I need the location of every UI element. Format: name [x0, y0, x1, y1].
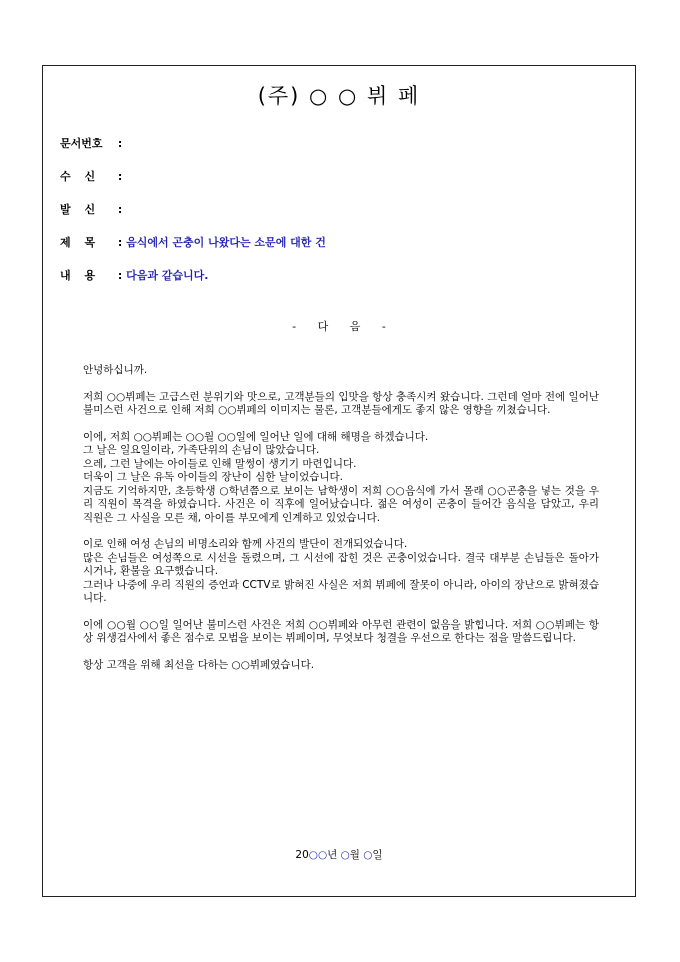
field-label: 수 신	[60, 170, 96, 183]
date-year-prefix: 20	[295, 849, 309, 861]
letter-body	[83, 364, 599, 685]
field-doc-number: 문서번호 :	[60, 137, 123, 150]
date-year-unit: 년	[327, 849, 341, 861]
body-line: 이에, 저희 ○○뷔페는 ○○월 ○○일에 일어난 일에 대해 해명을 하겠습니다.	[83, 430, 429, 443]
body-line: 지금도 기억하지만, 초등학생 ○학년쯤으로 보이는 남학생이 저희 ○○음식에 가서 몰래 ○○곤충을 넣는 것을 우리 직원이 목격을 하였습니다. 사건은 이 직후에 일어났습니다. 젊은 여성이 곤충이 들어간 음식을 담았고, 우리 직원은 그 사실을 모른 채, 아이를 부모에게 인계하고 있었습니다.	[83, 484, 599, 524]
issue-date	[43, 847, 635, 862]
date-month-unit: 월	[349, 849, 364, 861]
body-line: 그 날은 일요일이라, 가족단위의 손님이 많았습니다.	[83, 444, 320, 456]
body-line: 그러나 나중에 우리 직원의 증언과 CCTV로 밝혀진 사실은 저희 뷔페에 잘못이 아니라, 아이의 장난으로 밝혀졌습니다.	[83, 578, 599, 604]
date-day-unit: 일	[372, 849, 383, 861]
document-frame	[42, 65, 636, 897]
body-line: 이에 ○○월 ○○일 일어난 불미스런 사건은 저희 ○○뷔페와 아무런 관련이 없음을 밝힙니다. 저희 ○○뷔페는 항상 위생검사에서 좋은 점수로 모범을 보이는 뷔페이며, 무엇보다 청결을 우선으로 한다는 점을 말씀드립니다.	[83, 618, 599, 644]
body-line: 항상 고객을 위해 최선을 다하는 ○○뷔페였습니다.	[83, 658, 315, 671]
body-line: 많은 손님들은 여성쪽으로 시선을 돌렸으며, 그 시선에 잡힌 것은 곤충이었습니다. 결국 대부분 손님들은 돌아가시거나, 환불을 요구했습니다.	[83, 551, 599, 577]
header-fields	[60, 137, 326, 302]
section-divider: - 다 음 -	[292, 320, 386, 333]
field-value: 음식에서 곤충이 나왔다는 소문에 대한 건	[126, 236, 326, 249]
field-label: 제 목	[60, 236, 96, 249]
field-label: 발 신	[60, 203, 96, 216]
date-day-mark: ○	[363, 849, 373, 861]
field-value: 다음과 같습니다.	[126, 269, 209, 282]
body-paragraph	[83, 364, 599, 378]
body-line: 이로 인해 여성 손님의 비명소리와 함께 사건의 발단이 전개되었습니다.	[83, 538, 408, 550]
date-year-mark: ○○	[308, 849, 328, 861]
body-line: 더욱이 그 날은 유독 아이들의 장난이 심한 날이었습니다.	[83, 471, 343, 483]
body-paragraph	[83, 391, 599, 418]
body-line: 으레, 그런 날에는 아이들로 인해 말썽이 생기기 마련입니다.	[83, 457, 357, 470]
body-paragraph	[83, 619, 599, 646]
field-subject: 제 목 : 음식에서 곤충이 나왔다는 소문에 대한 건	[60, 236, 326, 249]
document-title: (주) ○ ○ 뷔 페	[257, 84, 421, 108]
field-recipient: 수 신 :	[60, 170, 123, 183]
body-paragraph	[83, 538, 599, 606]
field-content: 내 용 : 다음과 같습니다.	[60, 269, 209, 282]
field-label: 문서번호	[60, 137, 103, 150]
body-paragraph	[83, 659, 599, 673]
body-line: 저희 ○○뷔페는 고급스런 분위기와 맛으로, 고객분들의 입맛을 항상 충족시켜 왔습니다. 그런데 얼마 전에 일어난 불미스런 사건으로 인해 저희 ○○뷔페의 이미지는 물론, 고객분들에게도 좋지 않은 영향을 끼쳤습니다.	[83, 390, 599, 416]
date-month-mark: ○	[340, 849, 350, 861]
body-paragraph	[83, 431, 599, 526]
body-line: 안녕하십니까.	[83, 364, 148, 376]
field-sender: 발 신 :	[60, 203, 123, 216]
field-label: 내 용	[60, 269, 96, 282]
